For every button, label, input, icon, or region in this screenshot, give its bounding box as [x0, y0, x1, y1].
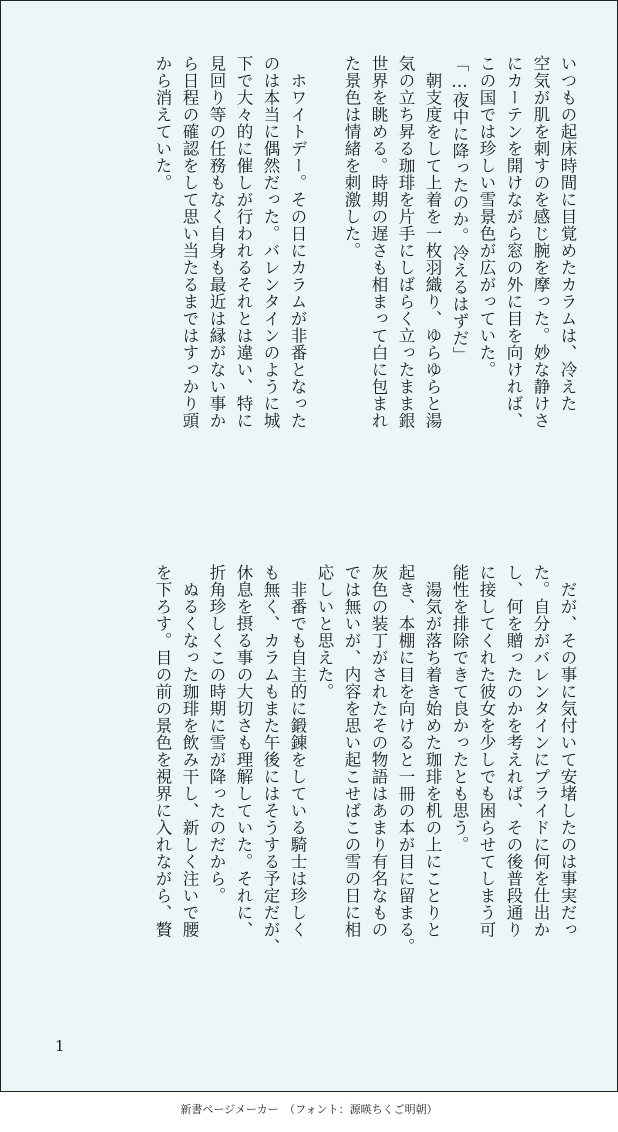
text-column: を下ろす。目の前の景色を視界に入れながら、贅: [153, 564, 172, 938]
text-column: から消えていた。: [153, 55, 172, 191]
text-column: た景色は情緒を刺激した。: [342, 55, 361, 259]
text-column: 気の立ち昇る珈琲を片手にしばらく立ったまま銀: [396, 55, 415, 429]
text-column: た。自分がバレンタインにプライドに何を仕出か: [531, 564, 550, 938]
text-block-top: [41, 55, 577, 555]
text-column: も無く、カラムもまた午後にはそうする予定だが、: [261, 564, 280, 955]
footer-caption: 新書ページメーカー （フォント：源暎ちくご明朝）: [180, 1103, 438, 1116]
text-column: だが、その事に気付いて安堵したのは事実だっ: [558, 564, 577, 938]
text-column: 能性を排除できて良かったとも思う。: [450, 564, 469, 853]
text-column: では無いが、内容を思い起こせばこの雪の日に相: [342, 564, 361, 938]
text-column: 折角珍しくこの時期に雪が降ったのだから。: [207, 564, 226, 904]
text-column: 下で大々的に催しが行われるそれとは違い、特に: [234, 55, 253, 429]
text-column: 湯気が落ち着き始めた珈琲を机の上にことりと: [423, 564, 442, 938]
text-column: 世界を眺める。時期の遅さも相まって白に包まれ: [369, 55, 388, 429]
text-column: 空気が肌を刺すのを感じ腕を摩った。妙な静けさ: [531, 55, 550, 429]
text-column: 休息を摂る事の大切さも理解していた。それに、: [234, 564, 253, 938]
text-column: 朝支度をして上着を一枚羽織り、ゆらゆらと湯: [423, 55, 442, 429]
blank-column: [315, 55, 334, 555]
text-column: いつもの起床時間に目覚めたカラムは、冷えた: [558, 55, 577, 412]
text-column: に接してくれた彼女を少しでも困らせてしまう可: [477, 564, 496, 938]
text-column: にカーテンを開けながら窓の外に目を向ければ、: [504, 55, 523, 429]
text-column: 灰色の装丁がされたその物語はあまり有名なもの: [369, 564, 388, 938]
text-column: 応しいと思えた。: [315, 564, 334, 700]
text-column: 「…夜中に降ったのか。冷えるはずだ」: [450, 55, 469, 364]
text-column: ホワイトデー。その日にカラムが非番となった: [288, 55, 307, 429]
text-column: 見回り等の任務もなく自身も最近は縁がない事か: [207, 55, 226, 429]
text-column: し、何を贈ったのかを考えれば、その後普段通り: [504, 564, 523, 938]
page-number: 1: [55, 1037, 65, 1055]
text-column: 非番でも自主的に鍛錬をしている騎士は珍しく: [288, 564, 307, 938]
text-column: のは本当に偶然だった。バレンタインのように城: [261, 55, 280, 429]
text-block-bottom: [41, 564, 577, 1064]
text-column: この国では珍しい雪景色が広がっていた。: [477, 55, 496, 378]
text-column: ら日程の確認をして思い当たるまではすっかり頭: [180, 55, 199, 429]
text-column: ぬるくなった珈琲を飲み干し、新しく注いで腰: [180, 564, 199, 938]
text-column: 起き、本棚に目を向けると一冊の本が目に留まる。: [396, 564, 415, 955]
